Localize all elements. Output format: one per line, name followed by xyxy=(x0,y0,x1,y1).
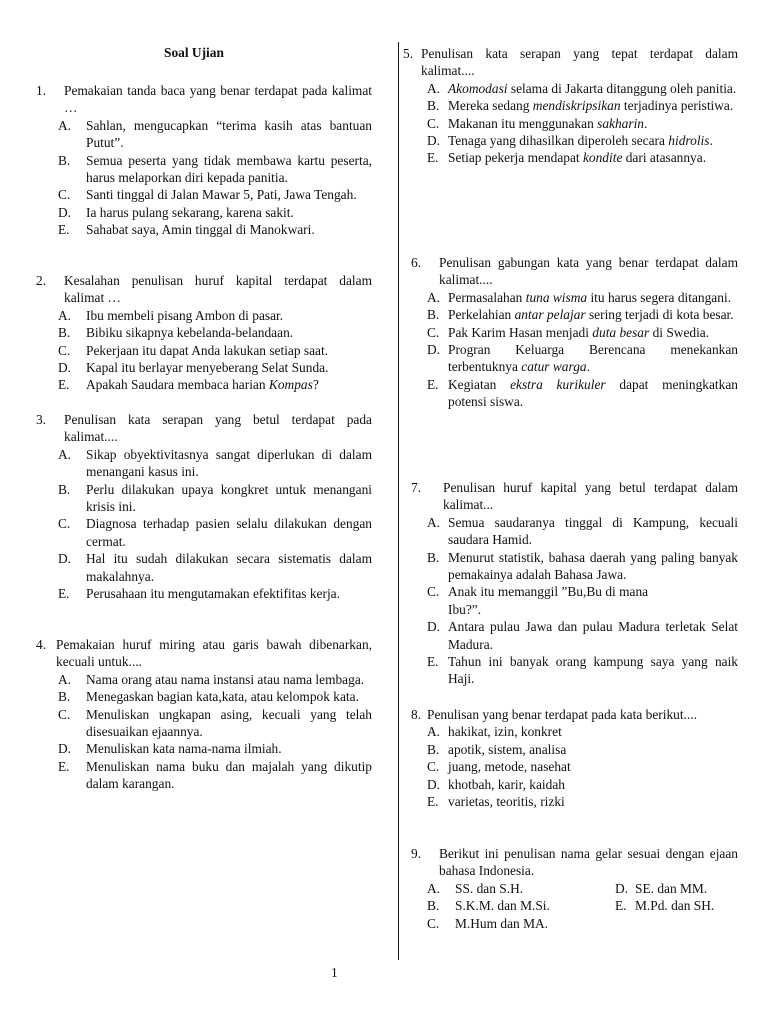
option-letter: E. xyxy=(58,377,70,393)
option[interactable] xyxy=(403,289,738,306)
option-letter: E. xyxy=(58,758,70,774)
question-number: 9. xyxy=(411,846,422,861)
page-number: 1 xyxy=(331,965,338,980)
option-letter: E. xyxy=(427,654,439,670)
option[interactable] xyxy=(36,204,372,221)
option-letter: D. xyxy=(427,133,441,149)
option-text-post: di Swedia. xyxy=(649,324,710,340)
option-text-pre: Mereka sedang xyxy=(448,98,533,114)
option-text-italic: Akomodasi xyxy=(448,80,508,96)
option-text: Menuliskan nama buku dan majalah yang dikutip dalam karangan. xyxy=(86,758,372,792)
question-number: 5. xyxy=(403,46,414,61)
question-number: 6. xyxy=(411,255,422,270)
option-text: Santi tinggal di Jalan Mawar 5, Pati, Jawa Tengah. xyxy=(86,187,357,203)
option[interactable] xyxy=(427,897,615,914)
option-text: Perlu dilakukan upaya kongkret untuk menangani krisis ini. xyxy=(86,481,372,515)
question-stem xyxy=(36,636,372,671)
option[interactable] xyxy=(403,132,738,149)
option-letter: B. xyxy=(58,152,71,168)
option-text-pre: Pak Karim Hasan menjadi xyxy=(448,324,593,340)
option-text-post: itu harus segera ditangani. xyxy=(587,289,732,305)
option-text-italic: tuna wisma xyxy=(525,289,588,305)
option-letter: B. xyxy=(427,98,440,114)
option-text: Menuliskan kata nama-nama ilmiah. xyxy=(86,741,282,757)
option[interactable] xyxy=(403,723,738,740)
option-text-post: sering terjadi di kota besar. xyxy=(585,307,734,323)
option-letter: A. xyxy=(58,307,72,323)
option-letter: B. xyxy=(58,325,71,341)
option-letter: C. xyxy=(427,324,440,340)
question-text: Penulisan kata serapan yang tepat terdapat dalam kalimat.... xyxy=(421,46,738,79)
question-stem xyxy=(403,254,738,289)
option[interactable] xyxy=(403,776,738,793)
option-text-pre: Progran Keluarga Berencana menekankan terbentuknya xyxy=(448,342,738,375)
option-text: Sikap obyektivitasnya sangat diperlukan di dalam menangani kasus ini. xyxy=(86,446,372,480)
question-text: Kesalahan penulisan huruf kapital terdapat dalam kalimat … xyxy=(64,273,372,306)
option-letter: E. xyxy=(58,222,70,238)
option-text-italic: kondite xyxy=(582,150,623,166)
option[interactable] xyxy=(403,583,738,618)
question-text: Penulisan kata serapan yang betul terdapat pada kalimat.... xyxy=(64,412,372,445)
option-text: Antara pulau Jawa dan pulau Madura terletak Selat Madura. xyxy=(448,619,738,652)
option-text-pre: Tenaga yang dihasilkan diperoleh secara xyxy=(448,133,669,149)
option-text: Bibiku sikapnya kebelanda-belandaan. xyxy=(86,325,294,341)
option-text: SE. dan MM. xyxy=(635,880,708,896)
option-letter: A. xyxy=(427,514,441,530)
option-text: Anak itu memanggil ”Bu,Bu di mana Ibu?”. xyxy=(448,584,649,617)
option[interactable] xyxy=(403,758,738,775)
option-text-pre: Apakah Saudara membaca harian xyxy=(86,377,269,393)
question-stem xyxy=(403,845,738,880)
option-text-post: dari atasannya. xyxy=(622,150,707,166)
question-stem xyxy=(403,706,738,723)
option-text-pre: Setiap pekerja mendapat xyxy=(448,150,583,166)
question-stem xyxy=(36,411,372,446)
option-text: hakikat, izin, konkret xyxy=(448,724,562,740)
question-number: 1. xyxy=(36,83,47,98)
option-letter: C. xyxy=(427,915,440,931)
option-text-italic: sakharin xyxy=(597,115,644,131)
question-number: 4. xyxy=(36,637,47,652)
options-row xyxy=(427,897,738,914)
question-number: 7. xyxy=(411,480,422,495)
option[interactable] xyxy=(36,376,372,393)
option-letter: A. xyxy=(58,446,72,462)
option-letter: C. xyxy=(58,187,71,203)
option-text-post: selama di Jakarta ditanggung oleh panitia. xyxy=(507,80,737,96)
question-text: Pemakaian tanda baca yang benar terdapat pada kalimat … xyxy=(64,83,372,116)
option[interactable] xyxy=(403,341,738,376)
option-letter: B. xyxy=(427,898,440,914)
options-row xyxy=(427,915,738,932)
question-stem xyxy=(36,272,372,307)
option-letter: A. xyxy=(427,880,441,896)
option-text-post: terjadinya peristiwa. xyxy=(620,98,734,114)
option-letter: B. xyxy=(427,549,440,565)
option-text: SS. dan S.H. xyxy=(455,880,524,896)
option-text: Pekerjaan itu dapat Anda lakukan setiap saat. xyxy=(86,342,329,358)
question-6 xyxy=(403,254,738,411)
question-text: Penulisan gabungan kata yang benar terdapat dalam kalimat.... xyxy=(439,255,738,288)
option-text: Semua saudaranya tinggal di Kampung, kecuali saudara Hamid. xyxy=(448,514,738,548)
option-text-italic: hidrolis xyxy=(668,133,710,149)
option[interactable] xyxy=(36,740,372,757)
option[interactable] xyxy=(403,97,738,114)
option-letter: B. xyxy=(427,741,440,757)
question-1 xyxy=(36,82,372,239)
option[interactable] xyxy=(36,671,372,688)
option[interactable] xyxy=(403,741,738,758)
option-text: Nama orang atau nama instansi atau nama lembaga. xyxy=(86,671,365,687)
option-text: Menuliskan ungkapan asing, kecuali yang telah disesuaikan ejaannya. xyxy=(86,706,372,740)
option[interactable] xyxy=(36,515,372,550)
question-7 xyxy=(403,479,738,688)
option-letter: D. xyxy=(58,551,72,567)
option[interactable] xyxy=(427,915,615,932)
option-letter: B. xyxy=(58,689,71,705)
question-number: 3. xyxy=(36,412,47,427)
question-text: Penulisan yang benar terdapat pada kata berikut.... xyxy=(427,707,697,722)
option-text: Hal itu sudah dilakukan secara sistematis dalam makalahnya. xyxy=(86,551,372,584)
option-letter: A. xyxy=(427,724,441,740)
question-4 xyxy=(36,636,372,793)
option-text: khotbah, karir, kaidah xyxy=(448,776,565,792)
options-row xyxy=(427,880,738,897)
option-text: juang, metode, nasehat xyxy=(448,759,571,775)
option-letter: B. xyxy=(427,307,440,323)
option-letter: E. xyxy=(427,794,439,810)
option-text-italic: ekstra kurikuler xyxy=(510,376,606,392)
option[interactable] xyxy=(36,152,372,187)
option[interactable] xyxy=(36,342,372,359)
option[interactable] xyxy=(36,758,372,793)
option-text: Ibu membeli pisang Ambon di pasar. xyxy=(86,307,284,323)
option-text-italic: mendiskripsikan xyxy=(532,98,621,114)
option-text: Menegaskan bagian kata,kata, atau kelompok kata. xyxy=(86,689,359,705)
question-2 xyxy=(36,272,372,394)
option-text-post: . xyxy=(586,359,590,375)
option-text: Sahlan, mengucapkan “terima kasih atas bantuan Putut”. xyxy=(86,117,372,151)
option[interactable] xyxy=(427,880,615,897)
option-text-pre: Permasalahan xyxy=(448,289,526,305)
option-text: M.Pd. dan SH. xyxy=(635,898,715,914)
option-text-italic: duta besar xyxy=(592,324,650,340)
option[interactable] xyxy=(403,618,738,653)
option[interactable] xyxy=(36,481,372,516)
option[interactable] xyxy=(36,688,372,705)
option-text-post: ? xyxy=(312,377,319,393)
option-text-italic: antar pelajar xyxy=(514,307,586,323)
option[interactable] xyxy=(615,897,714,914)
option[interactable] xyxy=(403,549,738,584)
option[interactable] xyxy=(403,793,738,810)
option-text: apotik, sistem, analisa xyxy=(448,741,567,757)
option-letter: A. xyxy=(427,80,441,96)
option-letter: D. xyxy=(427,776,441,792)
option-letter: B. xyxy=(58,481,71,497)
option[interactable] xyxy=(36,117,372,152)
option-letter: C. xyxy=(427,584,440,600)
option-text: Diagnosa terhadap pasien selalu dilakukan dengan cermat. xyxy=(86,516,372,549)
option-letter: D. xyxy=(58,360,72,376)
option[interactable] xyxy=(36,585,372,602)
option-letter: D. xyxy=(58,741,72,757)
option[interactable] xyxy=(36,446,372,481)
option-text: Kapal itu berlayar menyeberang Selat Sunda. xyxy=(86,360,329,376)
option-text-pre: Makanan itu menggunakan xyxy=(448,115,598,131)
option-letter: E. xyxy=(58,586,70,602)
option[interactable] xyxy=(36,359,372,376)
option-letter: C. xyxy=(427,115,440,131)
option-text: Perusahaan itu mengutamakan efektifitas kerja. xyxy=(86,586,340,602)
question-8 xyxy=(403,706,738,810)
option-text-post: dapat meningkatkan potensi siswa. xyxy=(448,376,738,410)
option-text-pre: Kegiatan xyxy=(448,376,511,392)
question-stem xyxy=(36,82,372,117)
option-text: Tahun ini banyak orang kampung saya yang naik Haji. xyxy=(448,654,738,687)
question-stem xyxy=(403,479,738,514)
option-letter: C. xyxy=(58,342,71,358)
option[interactable] xyxy=(615,880,707,897)
option-letter: D. xyxy=(427,619,441,635)
option[interactable] xyxy=(403,80,738,97)
question-text: Penulisan huruf kapital yang betul terdapat dalam kalimat... xyxy=(443,480,738,513)
question-5 xyxy=(403,45,738,167)
option-letter: C. xyxy=(427,759,440,775)
option-letter: D. xyxy=(427,342,441,358)
option[interactable] xyxy=(403,115,738,132)
option-letter: A. xyxy=(58,671,72,687)
column-divider xyxy=(398,42,399,960)
option[interactable] xyxy=(403,324,738,341)
option-letter: C. xyxy=(58,516,71,532)
question-text: Berikut ini penulisan nama gelar sesuai dengan ejaan bahasa Indonesia. xyxy=(439,846,738,879)
option-text-pre: Perkelahian xyxy=(448,307,515,323)
option-text: Semua peserta yang tidak membawa kartu peserta, harus melaporkan diri kepada panitia. xyxy=(86,152,372,186)
option-text: S.K.M. dan M.Si. xyxy=(455,898,550,914)
option[interactable] xyxy=(36,550,372,585)
option[interactable] xyxy=(36,706,372,741)
question-text: Pemakaian huruf miring atau garis bawah dibenarkan, kecuali untuk.... xyxy=(56,637,372,670)
option-letter: E. xyxy=(427,150,439,166)
option-text: Menurut statistik, bahasa daerah yang paling banyak pemakainya adalah Bahasa Jawa. xyxy=(448,549,738,583)
option[interactable] xyxy=(36,186,372,203)
option-text-italic: catur warga xyxy=(521,359,587,375)
question-number: 2. xyxy=(36,273,47,288)
option-text-post: . xyxy=(709,133,713,149)
question-9 xyxy=(403,845,738,932)
option[interactable] xyxy=(403,306,738,323)
option-text: Sahabat saya, Amin tinggal di Manokwari. xyxy=(86,222,315,238)
page-title: Soal Ujian xyxy=(164,45,224,60)
option-letter: A. xyxy=(58,117,72,133)
option[interactable] xyxy=(403,514,738,549)
option[interactable] xyxy=(36,324,372,341)
option-text: M.Hum dan MA. xyxy=(455,915,548,931)
option-letter: E. xyxy=(427,376,439,392)
option-text-post: . xyxy=(644,115,648,131)
option-text-italic: Kompas xyxy=(268,377,313,393)
option[interactable] xyxy=(36,221,372,238)
option-text: varietas, teoritis, rizki xyxy=(448,794,565,810)
option-letter: A. xyxy=(427,289,441,305)
option-letter: D. xyxy=(615,880,629,896)
question-stem xyxy=(403,45,738,80)
option-letter: D. xyxy=(58,204,72,220)
option-letter: C. xyxy=(58,706,71,722)
option[interactable] xyxy=(36,307,372,324)
question-number: 8. xyxy=(411,707,422,722)
option[interactable] xyxy=(403,653,738,688)
option[interactable] xyxy=(403,149,738,166)
option-text: Ia harus pulang sekarang, karena sakit. xyxy=(86,204,294,220)
option-letter: E. xyxy=(615,898,627,914)
option[interactable] xyxy=(403,376,738,411)
question-3 xyxy=(36,411,372,602)
